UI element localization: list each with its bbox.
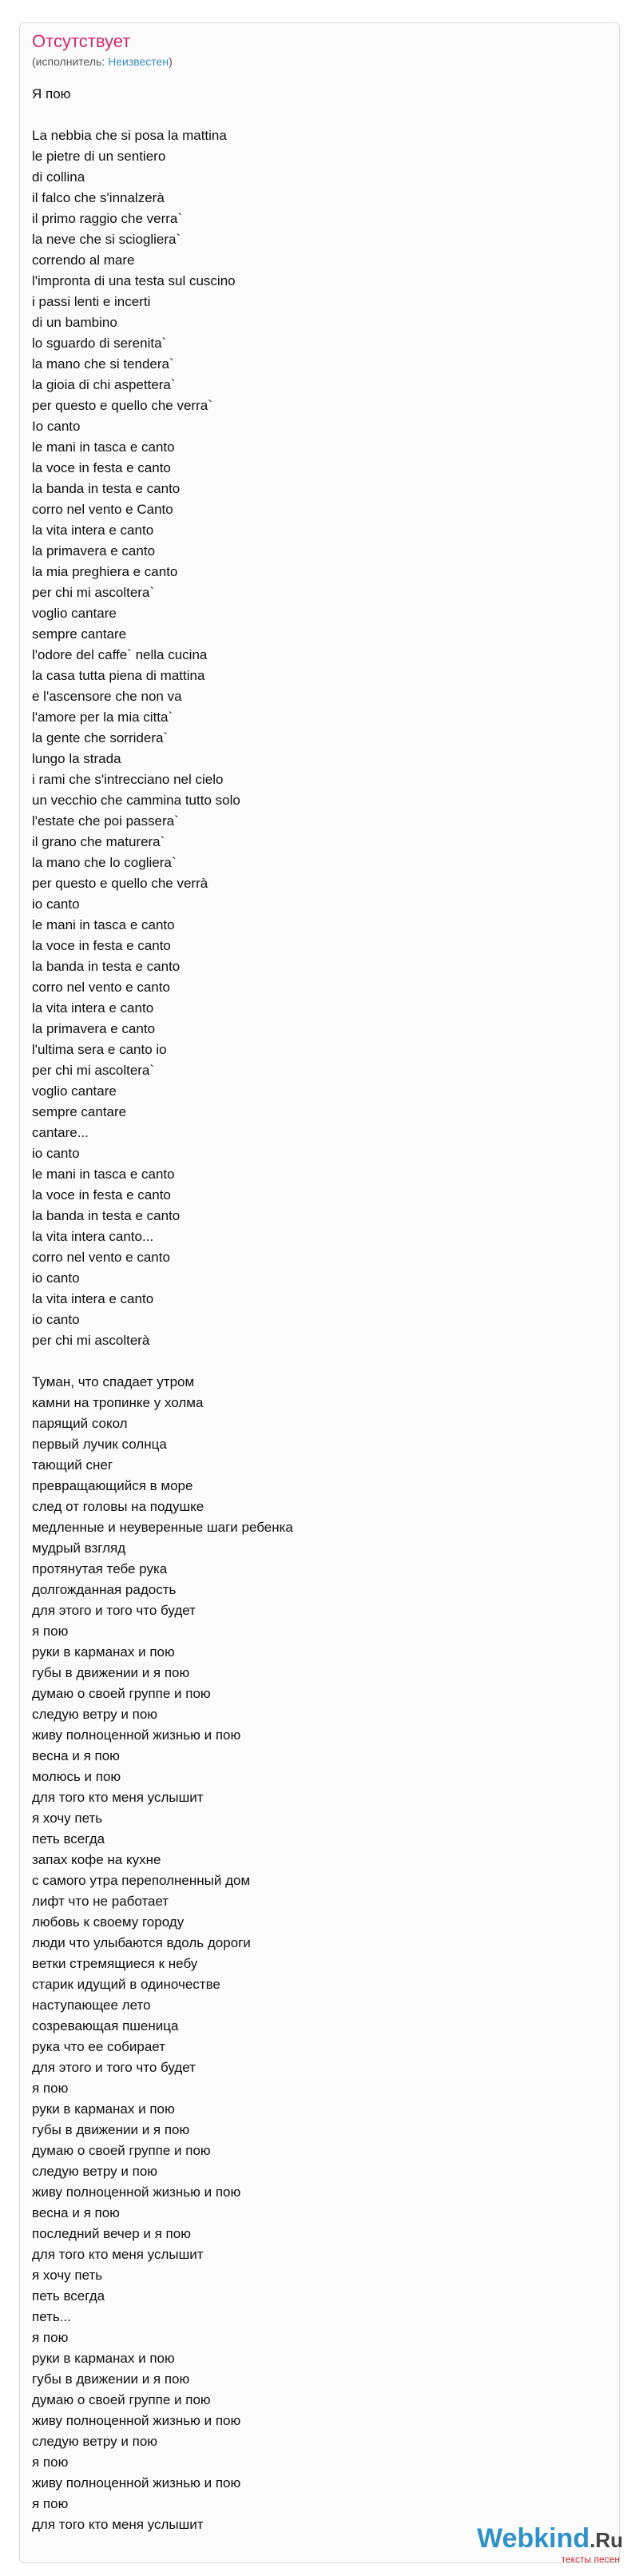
lyric-line: per questo e quello che verrà	[32, 876, 208, 891]
lyric-line: la mano che si tendera`	[32, 356, 174, 372]
lyric-line: la banda in testa e canto	[32, 481, 181, 496]
lyric-line: живу полноценной жизнью и пою	[32, 2475, 241, 2491]
lyric-line: для того кто меня услышит	[32, 1790, 204, 1805]
lyric-line: живу полноценной жизнью и пою	[32, 2184, 241, 2200]
lyric-line: la voce in festa e canto	[32, 460, 171, 475]
lyric-line: для этого и того что будет	[32, 1603, 196, 1618]
lyric-line: наступающее лето	[32, 1998, 151, 2013]
lyric-line: думаю о своей группе и пою	[32, 1686, 211, 1701]
lyric-line: la voce in festa e canto	[32, 938, 171, 953]
lyric-line: губы в движении и я пою	[32, 1665, 190, 1680]
lyric-line: старик идущий в одиночестве	[32, 1977, 220, 1992]
lyric-line: corro nel vento e Canto	[32, 502, 173, 517]
lyric-line: per chi mi ascolterà	[32, 1333, 150, 1348]
lyric-line: губы в движении и я пою	[32, 2122, 190, 2137]
lyric-line: di un bambino	[32, 315, 117, 330]
lyric-line: я пою	[32, 2081, 69, 2096]
lyric-line: петь всегда	[32, 1831, 105, 1847]
lyric-line: le mani in tasca e canto	[32, 439, 175, 455]
lyric-line: люди что улыбаются вдоль дороги	[32, 1935, 251, 1950]
lyric-line: следую ветру и пою	[32, 2434, 158, 2449]
lyric-line: la neve che si sciogliera`	[32, 232, 181, 247]
lyric-line: lungo la strada	[32, 751, 121, 766]
lyric-line: la casa tutta piena di mattina	[32, 668, 205, 683]
lyric-line: la vita intera e canto	[32, 1000, 154, 1016]
lyric-line: рука что ее собирает	[32, 2039, 165, 2054]
lyric-line: с самого утра переполненный дом	[32, 1873, 251, 1888]
lyric-line: la vita intera canto...	[32, 1229, 154, 1244]
lyric-line: ветки стремящиеся к небу	[32, 1956, 198, 1971]
lyric-line: руки в карманах и пою	[32, 1644, 175, 1660]
lyric-line: di collina	[32, 169, 85, 185]
lyric-line: созревающая пшеница	[32, 2018, 179, 2033]
lyric-line: губы в движении и я пою	[32, 2371, 190, 2387]
lyric-line: io canto	[32, 1146, 80, 1161]
lyric-line: тающий снег	[32, 1457, 113, 1473]
lyric-line: il primo raggio che verra`	[32, 211, 183, 226]
lyric-line: Я пою	[32, 86, 71, 101]
lyric-line: l'estate che poi passera`	[32, 813, 179, 829]
lyric-line: медленные и неуверенные шаги ребенка	[32, 1520, 293, 1535]
lyrics-body	[32, 84, 591, 2535]
lyric-line: i passi lenti e incerti	[32, 294, 151, 309]
lyric-line: запах кофе на кухне	[32, 1852, 161, 1867]
lyric-line: след от головы на подушке	[32, 1499, 204, 1514]
song-header	[32, 30, 173, 69]
lyric-line: протянутая тебе рука	[32, 1561, 168, 1576]
lyric-line: per questo e quello che verra`	[32, 398, 212, 413]
lyric-line: петь всегда	[32, 2288, 105, 2304]
lyric-line: i rami che s'intrecciano nel cielo	[32, 772, 224, 787]
lyric-line: Туман, что спадает утром	[32, 1374, 195, 1389]
lyric-line: il grano che maturera`	[32, 834, 165, 849]
lyric-line: l'ultima sera e canto io	[32, 1042, 167, 1057]
lyric-line	[32, 1351, 591, 1372]
performer-line	[32, 54, 173, 69]
lyric-line: la mia preghiera e canto	[32, 564, 178, 579]
performer-link[interactable]: Неизвестен	[108, 55, 169, 68]
lyric-line: руки в карманах и пою	[32, 2101, 175, 2117]
lyric-line	[32, 105, 591, 125]
lyric-line: lo sguardo di serenita`	[32, 336, 167, 351]
lyric-line: io canto	[32, 1270, 80, 1286]
lyric-line: voglio cantare	[32, 1083, 117, 1099]
logo-text: Webkind	[477, 2523, 590, 2554]
lyric-line: весна и я пою	[32, 2205, 120, 2220]
lyric-line: cantare...	[32, 1125, 89, 1140]
lyric-line: живу полноценной жизнью и пою	[32, 1727, 241, 1743]
lyric-line: молюсь и пою	[32, 1769, 121, 1784]
lyric-line: я хочу петь	[32, 2268, 103, 2283]
lyric-line: le mani in tasca e canto	[32, 1167, 175, 1182]
lyric-line: per chi mi ascoltera`	[32, 1063, 155, 1078]
lyric-line: лифт что не работает	[32, 1894, 169, 1909]
lyric-line: думаю о своей группе и пою	[32, 2143, 211, 2158]
lyric-line: per chi mi ascoltera`	[32, 585, 155, 600]
lyric-line: il falco che s'innalzerà	[32, 190, 165, 205]
lyric-line: la mano che lo cogliera`	[32, 855, 177, 870]
lyric-line: la gente che sorridera`	[32, 730, 169, 745]
lyric-line: живу полноценной жизнью и пою	[32, 2413, 241, 2428]
lyric-line: любовь к своему городу	[32, 1914, 185, 1930]
lyric-line: la banda in testa e canto	[32, 959, 181, 974]
performer-suffix: )	[169, 55, 173, 68]
song-title: Отсутствует	[32, 31, 131, 51]
logo-tagline: тексты песен	[561, 2554, 620, 2565]
lyric-line: я пою	[32, 1624, 69, 1639]
lyric-line: весна и я пою	[32, 1748, 120, 1763]
lyric-line: я пою	[32, 2455, 69, 2470]
lyric-line: Io canto	[32, 419, 81, 434]
lyric-line: думаю о своей группе и пою	[32, 2392, 211, 2407]
lyric-line: l'amore per la mia citta`	[32, 710, 173, 725]
logo-tld: .Ru	[589, 2528, 623, 2552]
lyric-line: sempre cantare	[32, 1104, 127, 1119]
lyric-line: e l'ascensore che non va	[32, 689, 182, 704]
lyric-line: превращающийся в море	[32, 1478, 193, 1493]
lyric-line: la primavera e canto	[32, 1021, 156, 1036]
lyric-line: первый лучик солнца	[32, 1437, 167, 1452]
lyric-line: le mani in tasca e canto	[32, 917, 175, 932]
lyric-line: последний вечер и я пою	[32, 2226, 191, 2241]
lyric-line: я пою	[32, 2330, 69, 2345]
lyric-line: la gioia di chi aspettera`	[32, 377, 176, 392]
lyric-line: для того кто меня услышит	[32, 2517, 204, 2532]
lyric-line: voglio cantare	[32, 606, 117, 621]
lyric-line: io canto	[32, 896, 80, 912]
lyric-line: sempre cantare	[32, 626, 127, 642]
lyric-line: руки в карманах и пою	[32, 2351, 175, 2366]
lyric-line: corro nel vento e canto	[32, 980, 170, 995]
lyric-line: corro nel vento e canto	[32, 1250, 170, 1265]
site-logo[interactable]	[477, 2525, 623, 2565]
performer-prefix: (исполнитель:	[32, 55, 109, 68]
lyric-line: un vecchio che cammina tutto solo	[32, 793, 240, 808]
lyric-line: la banda in testa e canto	[32, 1208, 181, 1223]
lyric-line: я пою	[32, 2496, 69, 2511]
lyric-line: le pietre di un sentiero	[32, 149, 166, 164]
lyric-line: следую ветру и пою	[32, 2164, 158, 2179]
lyric-line: камни на тропинке у холма	[32, 1395, 204, 1410]
lyric-line: io canto	[32, 1312, 80, 1327]
lyric-line: La nebbia che si posa la mattina	[32, 128, 227, 143]
lyric-line: парящий сокол	[32, 1416, 128, 1431]
lyric-line: correndo al mare	[32, 252, 135, 268]
lyric-line: для этого и того что будет	[32, 2060, 196, 2075]
lyric-line: l'impronta di una testa sul cuscino	[32, 273, 236, 288]
lyric-line: la voce in festa e canto	[32, 1187, 171, 1203]
lyric-line: для того кто меня услышит	[32, 2247, 204, 2262]
lyric-line: мудрый взгляд	[32, 1540, 126, 1556]
lyric-line: la vita intera e canto	[32, 523, 154, 538]
lyric-line: следую ветру и пою	[32, 1707, 158, 1722]
lyric-line: la primavera e canto	[32, 543, 156, 559]
lyric-line: l'odore del caffe` nella cucina	[32, 647, 208, 662]
lyric-line: петь...	[32, 2309, 71, 2324]
lyric-line: la vita intera e canto	[32, 1291, 154, 1306]
lyric-line: я хочу петь	[32, 1811, 103, 1826]
lyric-line: долгожданная радость	[32, 1582, 177, 1597]
